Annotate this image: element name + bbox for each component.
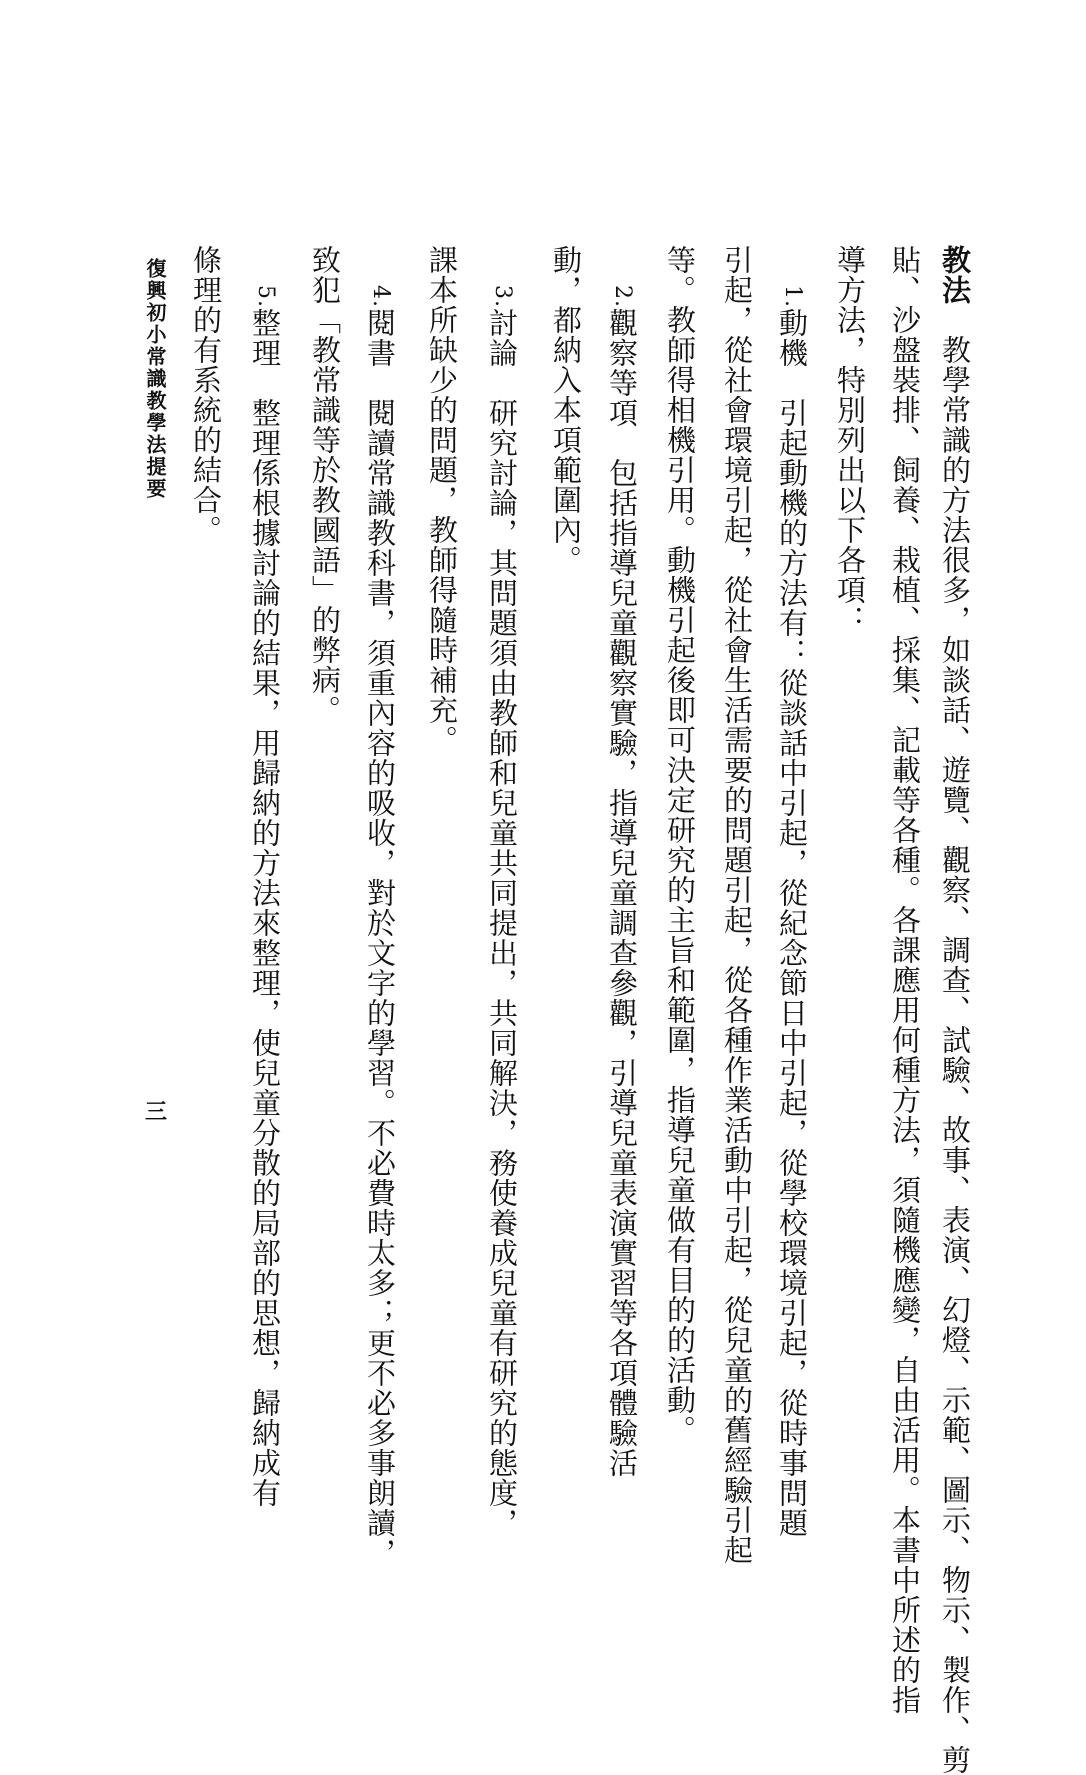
item-number: 3. (490, 285, 515, 308)
item-3-line-1 (482, 285, 522, 1538)
item-1-line-1 (772, 285, 812, 1538)
text: 整理係根據討論的結果，用歸納的方法來整理，使兒童分散的局部的思想，歸納成有 (248, 398, 282, 1508)
intro-line-3: 導方法，特別列出以下各項： (833, 245, 867, 635)
item-title: 動機 (775, 308, 809, 368)
item-number: 1. (780, 285, 805, 308)
text: 閱讀常識教科書，須重內容的吸收，對於文字的學習。不必費時太多；更不必多事朗讀， (363, 398, 397, 1568)
item-1-line-2: 引起，從社會環境引起，從社會生活需要的問題引起，從各種作業活動中引起，從兒童的舊經驗引起 (720, 245, 754, 1565)
item-number: 2. (610, 285, 635, 308)
text: 引起動機的方法有：從談話中引起，從紀念節日中引起，從學校環境引起，從時事問題 (775, 398, 809, 1538)
item-title: 討論 (485, 308, 519, 368)
intro-line-1 (935, 245, 975, 1775)
item-3-line-2: 課本所缺少的問題，教師得隨時補充。 (425, 245, 459, 755)
item-1-line-3: 等。教師得相機引用。動機引起後即可決定研究的主旨和範圍，指導兒童做有目的的活動。 (663, 245, 697, 1445)
item-4-line-2: 致犯「教常識等於教國語」的弊病。 (308, 245, 342, 725)
page-number: 三 (145, 1099, 168, 1125)
item-2-line-2: 動，都納入本項範圍內。 (549, 245, 583, 575)
item-title: 整理 (248, 308, 282, 368)
running-header: 復興初小常識教學法提要 (143, 258, 167, 500)
item-5-line-1 (245, 285, 285, 1508)
text: 包括指導兒童觀察實驗，指導兒童調查參觀，引導兒童表演實習等各項體驗活 (605, 458, 639, 1478)
text: 研究討論，其問題須由教師和兒童共同提出，共同解決，務使養成兒童有研究的態度， (485, 398, 519, 1538)
item-title: 閱書 (363, 308, 397, 368)
section-heading: 教法 (938, 245, 972, 305)
item-2-line-1 (602, 285, 642, 1478)
intro-line-2: 貼、沙盤裝排、飼養、栽植、採集、記載等各種。各課應用何種方法，須隨機應變，自由活用。本書中所述的指 (888, 245, 922, 1715)
text: 教學常識的方法很多，如談話、遊覽、觀察、調查、試驗、故事、表演、幻燈、示範、圖示、物示、製作、剪 (938, 335, 972, 1775)
item-number: 4. (368, 285, 393, 308)
item-number: 5. (253, 285, 278, 308)
item-4-line-1 (360, 285, 400, 1568)
item-5-line-2: 條理的有系統的結合。 (189, 245, 223, 545)
item-title: 觀察等項 (605, 308, 639, 428)
